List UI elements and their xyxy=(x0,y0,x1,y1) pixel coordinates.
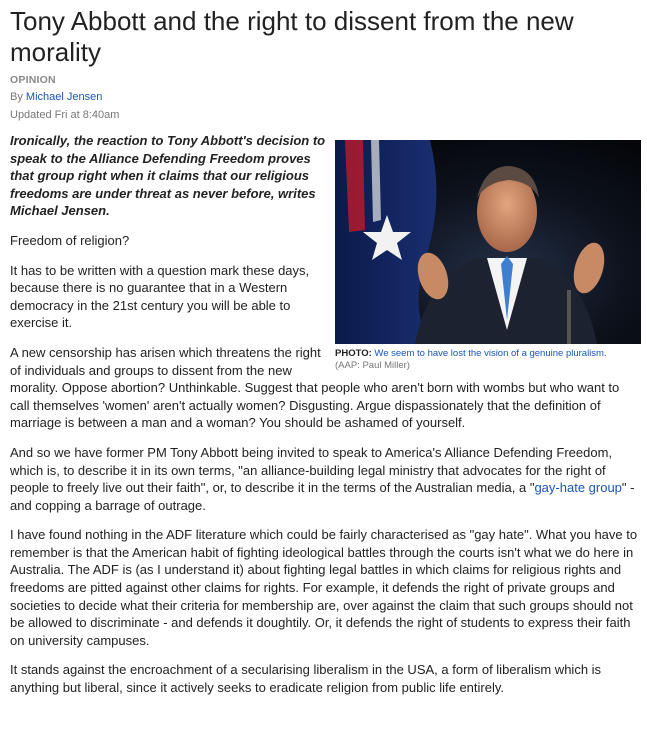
gay-hate-group-link[interactable]: gay-hate group xyxy=(534,480,622,496)
byline xyxy=(10,91,102,103)
paragraph: A new censorship has arisen which threatens the right of individuals and groups to dissent from the new morality. Oppose abortion? Unthinkable. Suggest that people who aren't born with wombs but who want to call themselves 'women' aren't actually women? Disgusting. Argue dispassionately that the definition of marriage is between a man and a woman? You should be ashamed of yourself. xyxy=(10,344,620,431)
paragraph xyxy=(10,444,640,514)
author-link[interactable]: Michael Jensen xyxy=(25,91,103,103)
lead-paragraph: Ironically, the reaction to Tony Abbott's decision to speak to the Alliance Defending Freedom proves that group right when it claims that our religious freedoms are under threat as never before, writes Michael Jensen. xyxy=(10,133,326,219)
photo-caption xyxy=(335,348,641,372)
caption-text: We seem to have lost the vision of a genuine pluralism. xyxy=(374,348,607,359)
byline-prefix: By xyxy=(10,91,26,103)
paragraph-text: And so we have former PM Tony Abbott being invited to speak to America's Alliance Defending Freedom, which is, to describe it in its own terms, "an alliance-building legal ministry that advocates for the right of people to freely live out their faith", or, to describe it in the terms of the Australian media, a " xyxy=(10,444,613,496)
headline: Tony Abbott and the right to dissent from the new morality xyxy=(10,6,574,67)
paragraph: Freedom of religion? xyxy=(10,232,130,248)
photo-credit: (AAP: Paul Miller) xyxy=(335,360,410,371)
photo-illustration xyxy=(335,140,641,344)
caption-label: PHOTO: xyxy=(335,348,372,359)
paragraph: I have found nothing in the ADF literature which could be fairly characterised as "gay hate". What you have to remember is that the American habit of fighting ideological battles through the courts isn't what we do here in Australia. The ADF is (as I understand it) about fighting legal battles in which claims for religious rights and freedoms are pitted against other claims for rights. For example, it defends the right of private groups and societies to decide what their criteria for membership are, over against the claim that such groups should not be allowed to discriminate - and defends it doughtily. Or, it defends the right of students to express their faith on university campuses. xyxy=(10,527,638,648)
paragraph-text: " - and copping a barrage of outrage. xyxy=(10,480,635,513)
paragraph: It has to be written with a question mark these days, because there is no guarantee that in a Western democracy in the 21st century you will be able to exercise it. xyxy=(10,262,310,331)
updated-timestamp: Updated Fri at 8:40am xyxy=(10,109,120,121)
article-photo[interactable] xyxy=(335,140,641,344)
article-figure xyxy=(335,140,641,372)
paragraph: It stands against the encroachment of a secularising liberalism in the USA, a form of liberalism which is anything but liberal, since it actively seeks to eradicate religion from public life entirely. xyxy=(10,662,602,696)
section-label: OPINION xyxy=(10,74,56,86)
